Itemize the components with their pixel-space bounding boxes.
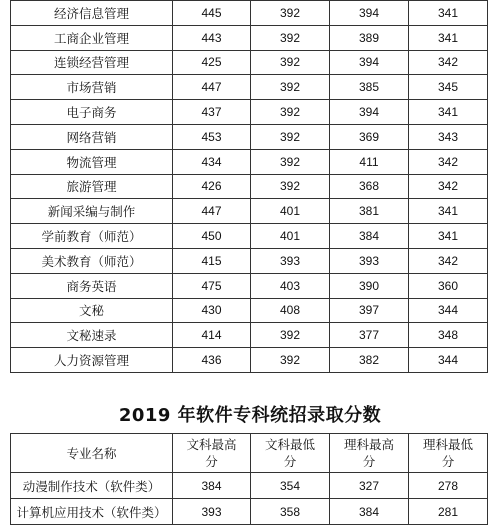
table-row: [11, 348, 488, 373]
table-row: [11, 124, 488, 149]
score-cell: 390: [330, 273, 409, 298]
score-cell: 450: [173, 224, 251, 249]
score-cell: 342: [409, 248, 488, 273]
score-cell: 393: [173, 499, 251, 525]
score-cell: 348: [409, 323, 488, 348]
score-cell: 392: [251, 124, 330, 149]
score-cell: 360: [409, 273, 488, 298]
score-cell: 368: [330, 174, 409, 199]
header-line: 理科最低: [422, 437, 473, 452]
score-cell: 434: [173, 149, 251, 174]
header-line: 文科最低: [264, 437, 315, 452]
score-cell: 384: [173, 473, 251, 499]
table-row: [11, 224, 488, 249]
header-line: 分: [205, 454, 218, 469]
table-row: [11, 149, 488, 174]
section-title: 2019 年软件专科统招录取分数: [118, 405, 382, 426]
score-cell: 403: [251, 273, 330, 298]
score-cell: 342: [409, 174, 488, 199]
score-cell: 415: [173, 248, 251, 273]
score-cell: 392: [251, 75, 330, 100]
score-cell: 358: [251, 499, 330, 525]
major-name-cell: 动漫制作技术（软件类）: [11, 473, 173, 499]
score-cell: 389: [330, 25, 409, 50]
score-cell: 341: [409, 199, 488, 224]
score-cell: 281: [409, 499, 488, 525]
header-line: 分: [283, 454, 297, 469]
score-cell: 394: [330, 50, 409, 75]
score-cell: 392: [251, 323, 330, 348]
major-name-cell: 商务英语: [11, 273, 173, 298]
score-cell: 453: [173, 124, 251, 149]
major-name-cell: 市场营销: [11, 75, 173, 100]
table-row: [11, 473, 488, 499]
score-cell: 392: [251, 25, 330, 50]
score-cell: 445: [173, 1, 251, 26]
header-science-min: [409, 434, 488, 473]
score-cell: 341: [409, 100, 488, 125]
score-cell: 341: [409, 25, 488, 50]
table-row: [11, 50, 488, 75]
major-name-cell: 文秘: [11, 298, 173, 323]
score-cell: 411: [330, 149, 409, 174]
table-row: [11, 25, 488, 50]
major-name-cell: 人力资源管理: [11, 348, 173, 373]
score-cell: 344: [409, 298, 488, 323]
score-cell: 341: [409, 1, 488, 26]
score-cell: 384: [330, 499, 409, 525]
score-cell: 384: [330, 224, 409, 249]
header-line: 分: [362, 454, 376, 469]
major-name-cell: 物流管理: [11, 149, 173, 174]
score-cell: 341: [409, 224, 488, 249]
score-cell: 401: [251, 224, 330, 249]
table-row: [11, 75, 488, 100]
major-name-cell: 学前教育（师范）: [11, 224, 173, 249]
score-cell: 393: [251, 248, 330, 273]
score-cell: 408: [251, 298, 330, 323]
score-cell: 377: [330, 323, 409, 348]
score-cell: 414: [173, 323, 251, 348]
score-cell: 369: [330, 124, 409, 149]
score-cell: 342: [409, 149, 488, 174]
table-row: [11, 323, 488, 348]
score-cell: 401: [251, 199, 330, 224]
major-name-cell: 网络营销: [11, 124, 173, 149]
software-score-table: [10, 433, 488, 525]
score-cell: 392: [251, 149, 330, 174]
score-cell: 447: [173, 199, 251, 224]
table-row: [11, 174, 488, 199]
score-cell: 430: [173, 298, 251, 323]
score-cell: 392: [251, 348, 330, 373]
score-table-top: [10, 0, 488, 373]
score-cell: 381: [330, 199, 409, 224]
score-cell: 392: [251, 100, 330, 125]
score-cell: 278: [409, 473, 488, 499]
table-row: [11, 499, 488, 525]
score-cell: 382: [330, 348, 409, 373]
score-cell: 344: [409, 348, 488, 373]
major-name-cell: 旅游管理: [11, 174, 173, 199]
score-cell: 392: [251, 174, 330, 199]
score-cell: 443: [173, 25, 251, 50]
score-cell: 437: [173, 100, 251, 125]
score-cell: 343: [409, 124, 488, 149]
header-major: 专业名称: [11, 434, 173, 473]
table-row: [11, 199, 488, 224]
major-name-cell: 工商企业管理: [11, 25, 173, 50]
score-cell: 425: [173, 50, 251, 75]
table-row: [11, 248, 488, 273]
score-cell: 447: [173, 75, 251, 100]
score-cell: 394: [330, 1, 409, 26]
major-name-cell: 连锁经营管理: [11, 50, 173, 75]
score-cell: 426: [173, 174, 251, 199]
major-name-cell: 电子商务: [11, 100, 173, 125]
score-cell: 397: [330, 298, 409, 323]
score-cell: 345: [409, 75, 488, 100]
header-science-max: [330, 434, 409, 473]
score-cell: 436: [173, 348, 251, 373]
major-name-cell: 计算机应用技术（软件类）: [11, 499, 173, 525]
score-cell: 354: [251, 473, 330, 499]
header-arts-min: [251, 434, 330, 473]
header-line: 理科最高: [343, 437, 394, 452]
score-cell: 392: [251, 1, 330, 26]
major-name-cell: 美术教育（师范）: [11, 248, 173, 273]
table-row: [11, 298, 488, 323]
major-name-cell: 经济信息管理: [11, 1, 173, 26]
table-row: [11, 100, 488, 125]
table-row: [11, 273, 488, 298]
score-cell: 393: [330, 248, 409, 273]
header-arts-max: [173, 434, 251, 473]
score-cell: 342: [409, 50, 488, 75]
major-name-cell: 新闻采编与制作: [11, 199, 173, 224]
score-cell: 475: [173, 273, 251, 298]
table-row: [11, 1, 488, 26]
table-header-row: [11, 434, 488, 473]
major-name-cell: 文秘速录: [11, 323, 173, 348]
score-cell: 394: [330, 100, 409, 125]
header-line: 文科最高: [186, 437, 237, 452]
score-cell: 392: [251, 50, 330, 75]
header-line: 分: [441, 454, 455, 469]
score-cell: 385: [330, 75, 409, 100]
score-cell: 327: [330, 473, 409, 499]
